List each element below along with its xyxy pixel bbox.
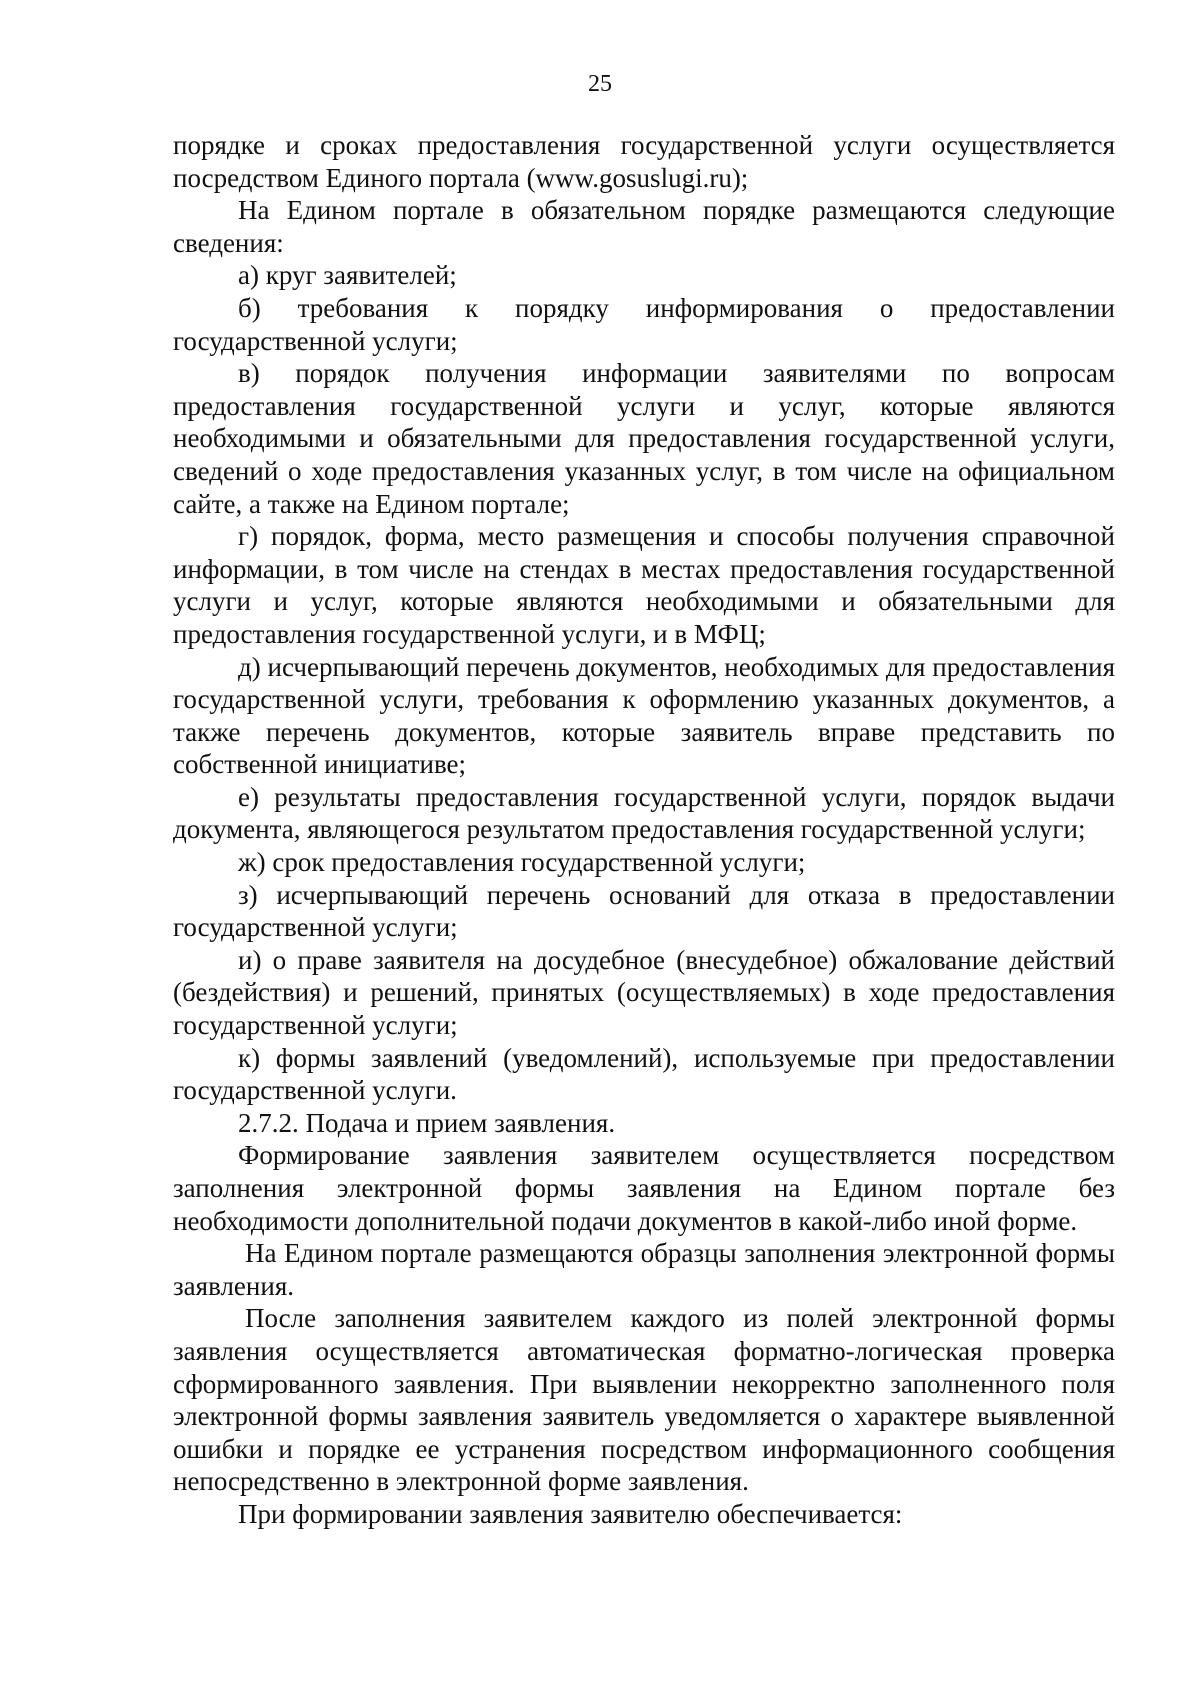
section-heading-2-7-2: 2.7.2. Подача и прием заявления. [238,1107,616,1138]
list-item-g: г) порядок, форма, место размещения и способы получения справочной информации, в том числе на стендах в местах предоставления государственной услуги и услуг, которые являются необходимыми и обязательными для предоставления государственной услуги, и в МФЦ; [173,521,1115,649]
paragraph-form-submission: Формирование заявления заявителем осуществляется посредством заполнения электронной формы заявления на Едином портале без необходимости дополнительной подачи документов в какой-либо иной форме. [173,1140,1115,1236]
document-body [173,129,1115,1531]
list-item-v: в) порядок получения информации заявителями по вопросам предоставления государственной услуги и услуг, которые являются необходимыми и обязательными для предоставления государственной услуги, сведений о ходе предоставления указанных услуг, в том числе на официальном сайте, а также на Едином портале; [173,358,1115,519]
paragraph-form-provisions: При формировании заявления заявителю обеспечивается: [238,1498,903,1529]
list-item-zh: ж) срок предоставления государственной услуги; [238,847,806,878]
page-number: 25 [588,71,612,97]
list-item-i: и) о праве заявителя на досудебное (внесудебное) обжалование действий (бездействия) и решений, принятых (осуществляемых) в ходе предоставления государственной услуги; [173,944,1115,1041]
paragraph-form-validation: После заполнения заявителем каждого из полей электронной формы заявления осуществляется автоматическая форматно-логическая проверка сформированного заявления. При выявлении некорректно заполненного поля электронной формы заявления заявитель уведомляется о характере выявленной ошибки и порядке ее устранения посредством информационного сообщения непосредственно в электронной форме заявления. [173,1303,1115,1497]
paragraph-continuation: порядке и сроках предоставления государственной услуги осуществляется посредством Единого портала (www.gosuslugi.ru); [173,130,1115,193]
list-item-b: б) требования к порядку информирования о предоставлении государственной услуги; [173,292,1115,356]
list-item-e: е) результаты предоставления государственной услуги, порядок выдачи документа, являющегося результатом предоставления государственной услуги; [173,781,1115,845]
paragraph-form-samples: На Едином портале размещаются образцы заполнения электронной формы заявления. [173,1238,1115,1301]
list-item-z: з) исчерпывающий перечень оснований для отказа в предоставлении государственной услуги; [173,879,1115,943]
list-item-d: д) исчерпывающий перечень документов, необходимых для предоставления государственной услуги, требования к оформлению указанных документов, а также перечень документов, которые заявитель вправе представить по собственной инициативе; [173,651,1115,780]
paragraph-portal-info: На Едином портале в обязательном порядке размещаются следующие сведения: [173,195,1115,258]
list-item-a: а) круг заявителей; [238,260,457,291]
list-item-k: к) формы заявлений (уведомлений), используемые при предоставлении государственной услуги. [173,1042,1115,1106]
